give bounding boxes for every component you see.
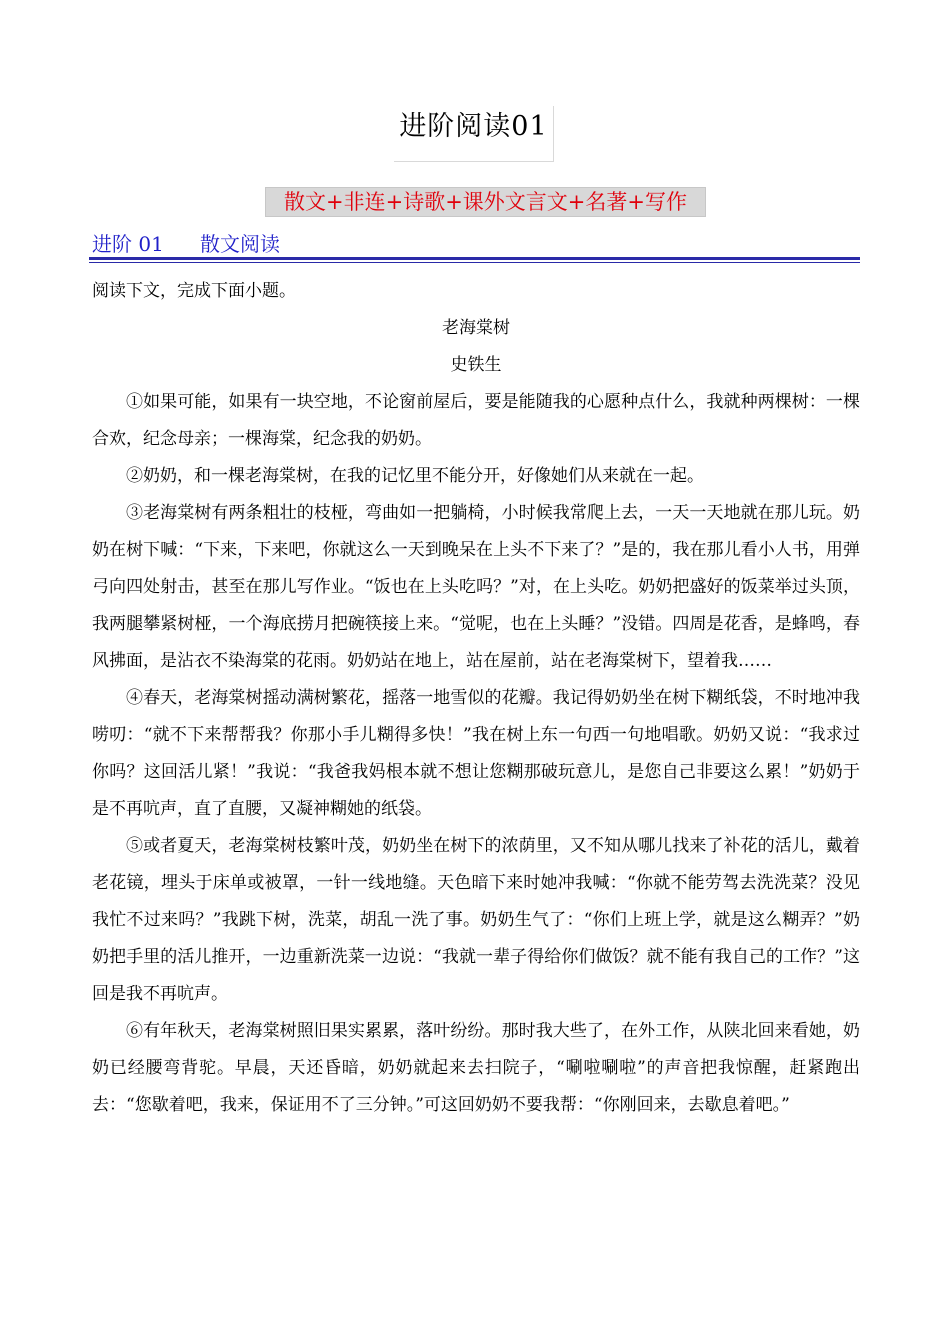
article-paragraph-1: ①如果可能，如果有一块空地，不论窗前屋后，要是能随我的心愿种点什么，我就种两棵树：一棵合欢，纪念母亲；一棵海棠，纪念我的奶奶。 bbox=[92, 392, 860, 449]
article-paragraph-6: ⑥有年秋天，老海棠树照旧果实累累，落叶纷纷。那时我大些了，在外工作，从陕北回来看她，奶奶已经腰弯背驼。早晨，天还昏暗，奶奶就起来去扫院子，“唰啦唰啦”的声音把我惊醒，赶紧跑出去：“您歇着吧，我来，保证用不了三分钟。”可这回奶奶不要我帮：“你刚回来，去歇息着吧。” bbox=[92, 1021, 860, 1115]
section-divider-thick bbox=[89, 257, 860, 260]
article-paragraph-5: ⑤或者夏天，老海棠树枝繁叶茂，奶奶坐在树下的浓荫里，又不知从哪儿找来了补花的活儿，戴着老花镜，埋头于床单或被罩，一针一线地缝。天色暗下来时她冲我喊：“你就不能劳驾去洗洗菜？没见我忙不过来吗？”我跳下树，洗菜，胡乱一洗了事。奶奶生气了：“你们上班上学，就是这么糊弄？”奶奶把手里的活儿推开，一边重新洗菜一边说：“我就一辈子得给你们做饭？就不能有我自己的工作？”这回是我不再吭声。 bbox=[92, 836, 860, 1004]
subtitle-banner: 散文+非连+诗歌+课外文言文+名著+写作 bbox=[265, 187, 706, 217]
article-author: 史铁生 bbox=[450, 355, 502, 375]
instruction-text: 阅读下文，完成下面小题。 bbox=[92, 281, 296, 301]
article-title: 老海棠树 bbox=[442, 318, 510, 338]
section-divider-thin bbox=[89, 262, 860, 263]
page-title: 进阶阅读01 bbox=[394, 106, 554, 162]
section-number: 进阶 01 bbox=[92, 232, 164, 256]
article-paragraph-3: ③老海棠树有两条粗壮的枝桠，弯曲如一把躺椅，小时候我常爬上去，一天一天地就在那儿玩。奶奶在树下喊：“下来，下来吧，你就这么一天到晚呆在上头不下来了？”是的，我在那儿看小人书，用弹弓向四处射击，甚至在那儿写作业。“饭也在上头吃吗？”对，在上头吃。奶奶把盛好的饭菜举过头顶，我两腿攀紧树桠，一个海底捞月把碗筷接上来。“觉呢，也在上头睡？”没错。四周是花香，是蜂鸣，春风拂面，是沾衣不染海棠的花雨。奶奶站在地上，站在屋前，站在老海棠树下，望着我…… bbox=[92, 503, 860, 671]
reading-content bbox=[92, 273, 860, 1124]
section-name: 散文阅读 bbox=[200, 232, 280, 256]
article-paragraph-4: ④春天，老海棠树摇动满树繁花，摇落一地雪似的花瓣。我记得奶奶坐在树下糊纸袋，不时地冲我唠叨：“就不下来帮帮我？你那小手儿糊得多快！”我在树上东一句西一句地唱歌。奶奶又说：“我求过你吗？这回活儿紧！”我说：“我爸我妈根本就不想让您糊那破玩意儿，是您自己非要这么累！”奶奶于是不再吭声，直了直腰，又凝神糊她的纸袋。 bbox=[92, 688, 860, 819]
article-paragraph-2: ②奶奶，和一棵老海棠树，在我的记忆里不能分开，好像她们从来就在一起。 bbox=[126, 466, 704, 486]
